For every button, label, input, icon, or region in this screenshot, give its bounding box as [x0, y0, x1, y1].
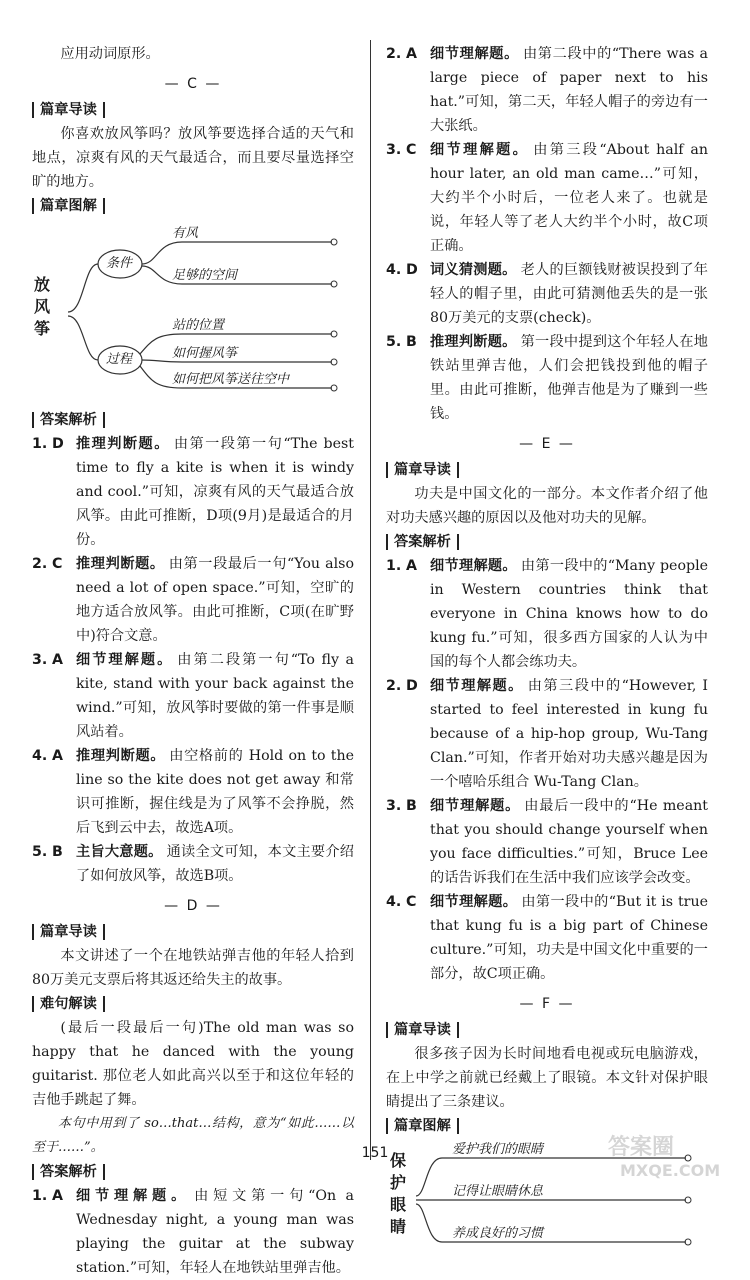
answer-explanation: 由第一段中的“But it is true that kung fu is a big part of Chinese culture.”可知，功夫是中国文化中重要的一部分，故C项正确。	[430, 894, 708, 982]
section-c-answer-item	[32, 432, 354, 552]
answer-explanation: 由第三段中的“However, I started to feel interested in kung fu because of a hip-hop group, Wu-Tang Clan.”可知，作者开始对功夫感兴趣是因为一个嘻哈乐组合 Wu-Tang Clan。	[430, 678, 708, 790]
question-type: 词义猜测题。	[430, 262, 517, 278]
answer-choice: A	[52, 652, 63, 668]
watermark-logo	[600, 1128, 750, 1182]
answer-choice: D	[406, 678, 418, 694]
section-e-title: — E —	[519, 436, 575, 452]
section-d-difficult-heading: 难句解读	[32, 996, 105, 1012]
answer-explanation: 由第一段第一句“The best time to fly a kite is when it is windy and cool.”可知，凉爽有风的天气最适合放风筝。由此可推断，D项(9月)是最适合的月份。	[76, 436, 354, 548]
question-type: 细节理解题。	[430, 558, 517, 574]
answer-explanation: 由第二段第一句“To fly a kite, stand with your back against the wind.”可知，放风筝时要做的第一件事是顺风站着。	[76, 652, 354, 740]
section-d-difficult-note: 本句中用到了 so…that…结构，意为“如此……以至于……”。	[32, 1116, 354, 1155]
section-c-diagram-heading: 篇章图解	[32, 198, 105, 214]
column-divider	[370, 40, 371, 1160]
section-c-guide-heading: 篇章导读	[32, 102, 105, 118]
kite-branch1-item-2: 足够的空间	[172, 268, 238, 283]
answer-choice: B	[406, 334, 417, 350]
section-d-difficult-text: (最后一段最后一句)The old man was so happy that he danced with the young guitarist. 那位老人如此高兴以至于和这位年轻的吉他手跳起了舞。	[32, 1020, 354, 1108]
section-f-title: — F —	[519, 996, 575, 1012]
section-d-answer-item	[386, 330, 708, 426]
answer-explanation: 通读全文可知，本文主要介绍了如何放风筝，故选B项。	[76, 844, 354, 884]
question-type: 细节理解题。	[76, 652, 174, 668]
question-type: 细节理解题。	[430, 46, 519, 62]
answer-explanation: 第一段中提到这个年轻人在地铁站里弹吉他，人们会把钱投到他的帽子里。由此可推断，他弹吉他是为了赚到一些钱。	[430, 334, 708, 422]
kite-branch2-item-1: 站的位置	[172, 318, 225, 333]
section-c-answer-item	[32, 648, 354, 744]
top-line: 应用动词原形。	[60, 46, 160, 62]
kite-branch2-item-2: 如何握风筝	[172, 346, 238, 361]
section-d-answer-item	[386, 258, 708, 330]
answer-number: 4.	[386, 262, 402, 278]
answer-choice: C	[52, 556, 63, 572]
answer-explanation: 由第二段中的“There was a large piece of paper next to his hat.”可知，第二天，年轻人帽子的旁边有一大张纸。	[430, 46, 708, 134]
svg-text:答案圈: 答案圈	[608, 1135, 675, 1160]
question-type: 推理判断题。	[76, 556, 165, 572]
kite-diagram	[32, 224, 354, 402]
answer-explanation: 由短文第一句“On a Wednesday night, a young man was playing the guitar at the subway station.”可知，年轻人在地铁站里弹吉他。	[76, 1188, 354, 1276]
section-c-answer-item	[32, 744, 354, 840]
section-c-answers-heading: 答案解析	[32, 412, 105, 428]
question-type: 细节理解题。	[430, 678, 524, 694]
question-type: 推理判断题。	[430, 334, 517, 350]
answer-number: 2.	[386, 46, 402, 62]
answer-choice: B	[52, 844, 63, 860]
section-d-guide-heading: 篇章导读	[32, 924, 105, 940]
answer-explanation: 老人的巨额钱财被误投到了年轻人的帽子里，由此可猜测他丢失的是一张80万美元的支票(check)。	[430, 262, 708, 326]
answer-explanation: 由第三段“About half an hour later, an old man came…”可知，大约半个小时后，一位老人来了。也就是说，年轻人等了老人大约半个小时，故C项正确。	[430, 142, 708, 254]
answer-number: 4.	[32, 748, 48, 764]
eye-item-2: 记得让眼睛休息	[452, 1184, 544, 1199]
answer-choice: C	[406, 894, 417, 910]
section-e-answer-item	[386, 674, 708, 794]
answer-number: 2.	[32, 556, 48, 572]
section-c-answers	[32, 432, 354, 888]
answer-number: 2.	[386, 678, 402, 694]
answer-choice: A	[406, 558, 417, 574]
kite-branch1-label: 条件	[106, 256, 133, 271]
answer-choice: A	[52, 748, 63, 764]
section-d-answers	[32, 1184, 354, 1280]
answer-number: 1.	[32, 436, 48, 452]
answer-number: 4.	[386, 894, 402, 910]
answer-choice: D	[406, 262, 418, 278]
answer-choice: C	[406, 142, 417, 158]
svg-text:MXQE.COM: MXQE.COM	[620, 1161, 721, 1180]
question-type: 细节理解题。	[76, 1188, 191, 1204]
question-type: 细节理解题。	[430, 894, 518, 910]
section-d-title: — D —	[164, 898, 222, 914]
eye-item-3: 养成良好的习惯	[452, 1226, 544, 1241]
section-e-answer-item	[386, 794, 708, 890]
answer-choice: B	[406, 798, 417, 814]
section-c-answer-item	[32, 552, 354, 648]
question-type: 细节理解题。	[430, 798, 521, 814]
right-column	[386, 42, 708, 1262]
answer-explanation: 由第一段最后一句“You also need a lot of open space.”可知，空旷的地方适合放风筝。由此可推断，C项(在旷野中)符合文意。	[76, 556, 354, 644]
section-e-answer-item	[386, 554, 708, 674]
question-type: 主旨大意题。	[76, 844, 163, 860]
kite-branch2-item-3: 如何把风筝送往空中	[172, 372, 290, 387]
answer-choice: D	[52, 436, 64, 452]
section-d-answers-heading: 答案解析	[32, 1164, 105, 1180]
eye-item-1: 爱护我们的眼睛	[452, 1142, 544, 1157]
answer-explanation: 由第一段中的“Many people in Western countries think that everyone in China knows how to do kung fu.”可知，很多西方国家的人认为中国的每个人都会练功夫。	[430, 558, 708, 670]
left-column	[32, 42, 354, 1280]
answer-explanation: 由空格前的 Hold on to the line so the kite does not get away 和常识可推断，握住线是为了风筝不会挣脱，然后飞到云中去，故选A项。	[76, 748, 354, 836]
section-c-answer-item	[32, 840, 354, 888]
section-e-answers-heading: 答案解析	[386, 534, 459, 550]
question-type: 细节理解题。	[430, 142, 530, 158]
section-d-answer-item	[386, 138, 708, 258]
section-c-title: — C —	[164, 76, 222, 92]
answer-number: 3.	[32, 652, 48, 668]
section-e-answers	[386, 554, 708, 986]
section-d-guide-text: 本文讲述了一个在地铁站弹吉他的年轻人拾到80万美元支票后将其返还给失主的故事。	[32, 948, 354, 988]
section-d-answers-continued	[386, 42, 708, 426]
section-f-guide-text: 很多孩子因为长时间地看电视或玩电脑游戏，在上中学之前就已经戴上了眼镜。本文针对保护眼睛提出了三条建议。	[386, 1046, 708, 1110]
section-e-guide-text: 功夫是中国文化的一部分。本文作者介绍了他对功夫感兴趣的原因以及他对功夫的见解。	[386, 486, 708, 526]
answer-number: 1.	[386, 558, 402, 574]
kite-branch2-label: 过程	[106, 352, 133, 367]
section-e-answer-item	[386, 890, 708, 986]
kite-branch1-item-1: 有风	[172, 226, 199, 241]
section-f-diagram-heading: 篇章图解	[386, 1118, 459, 1134]
page-number: 151	[361, 1145, 389, 1161]
answer-number: 3.	[386, 142, 402, 158]
section-d-answer-item	[386, 42, 708, 138]
answer-number: 3.	[386, 798, 402, 814]
answer-choice: A	[52, 1188, 63, 1204]
section-e-guide-heading: 篇章导读	[386, 462, 459, 478]
question-type: 推理判断题。	[76, 748, 166, 764]
answer-number: 1.	[32, 1188, 48, 1204]
answer-number: 5.	[386, 334, 402, 350]
section-f-guide-heading: 篇章导读	[386, 1022, 459, 1038]
eye-root-label: 保护眼睛	[390, 1151, 407, 1236]
kite-root-label: 放风筝	[34, 275, 51, 338]
answer-explanation: 由最后一段中的“He meant that you should change yourself when you face difficulties.”可知，Bruce Lee 的话告诉我们在生活中我们应该学会改变。	[430, 798, 708, 886]
answer-number: 5.	[32, 844, 48, 860]
section-c-guide-text: 你喜欢放风筝吗？放风筝要选择合适的天气和地点，凉爽有风的天气最适合，而且要尽量选择空旷的地方。	[32, 126, 354, 190]
question-type: 推理判断题。	[76, 436, 170, 452]
section-d-answer-item	[32, 1184, 354, 1280]
answer-choice: A	[406, 46, 417, 62]
